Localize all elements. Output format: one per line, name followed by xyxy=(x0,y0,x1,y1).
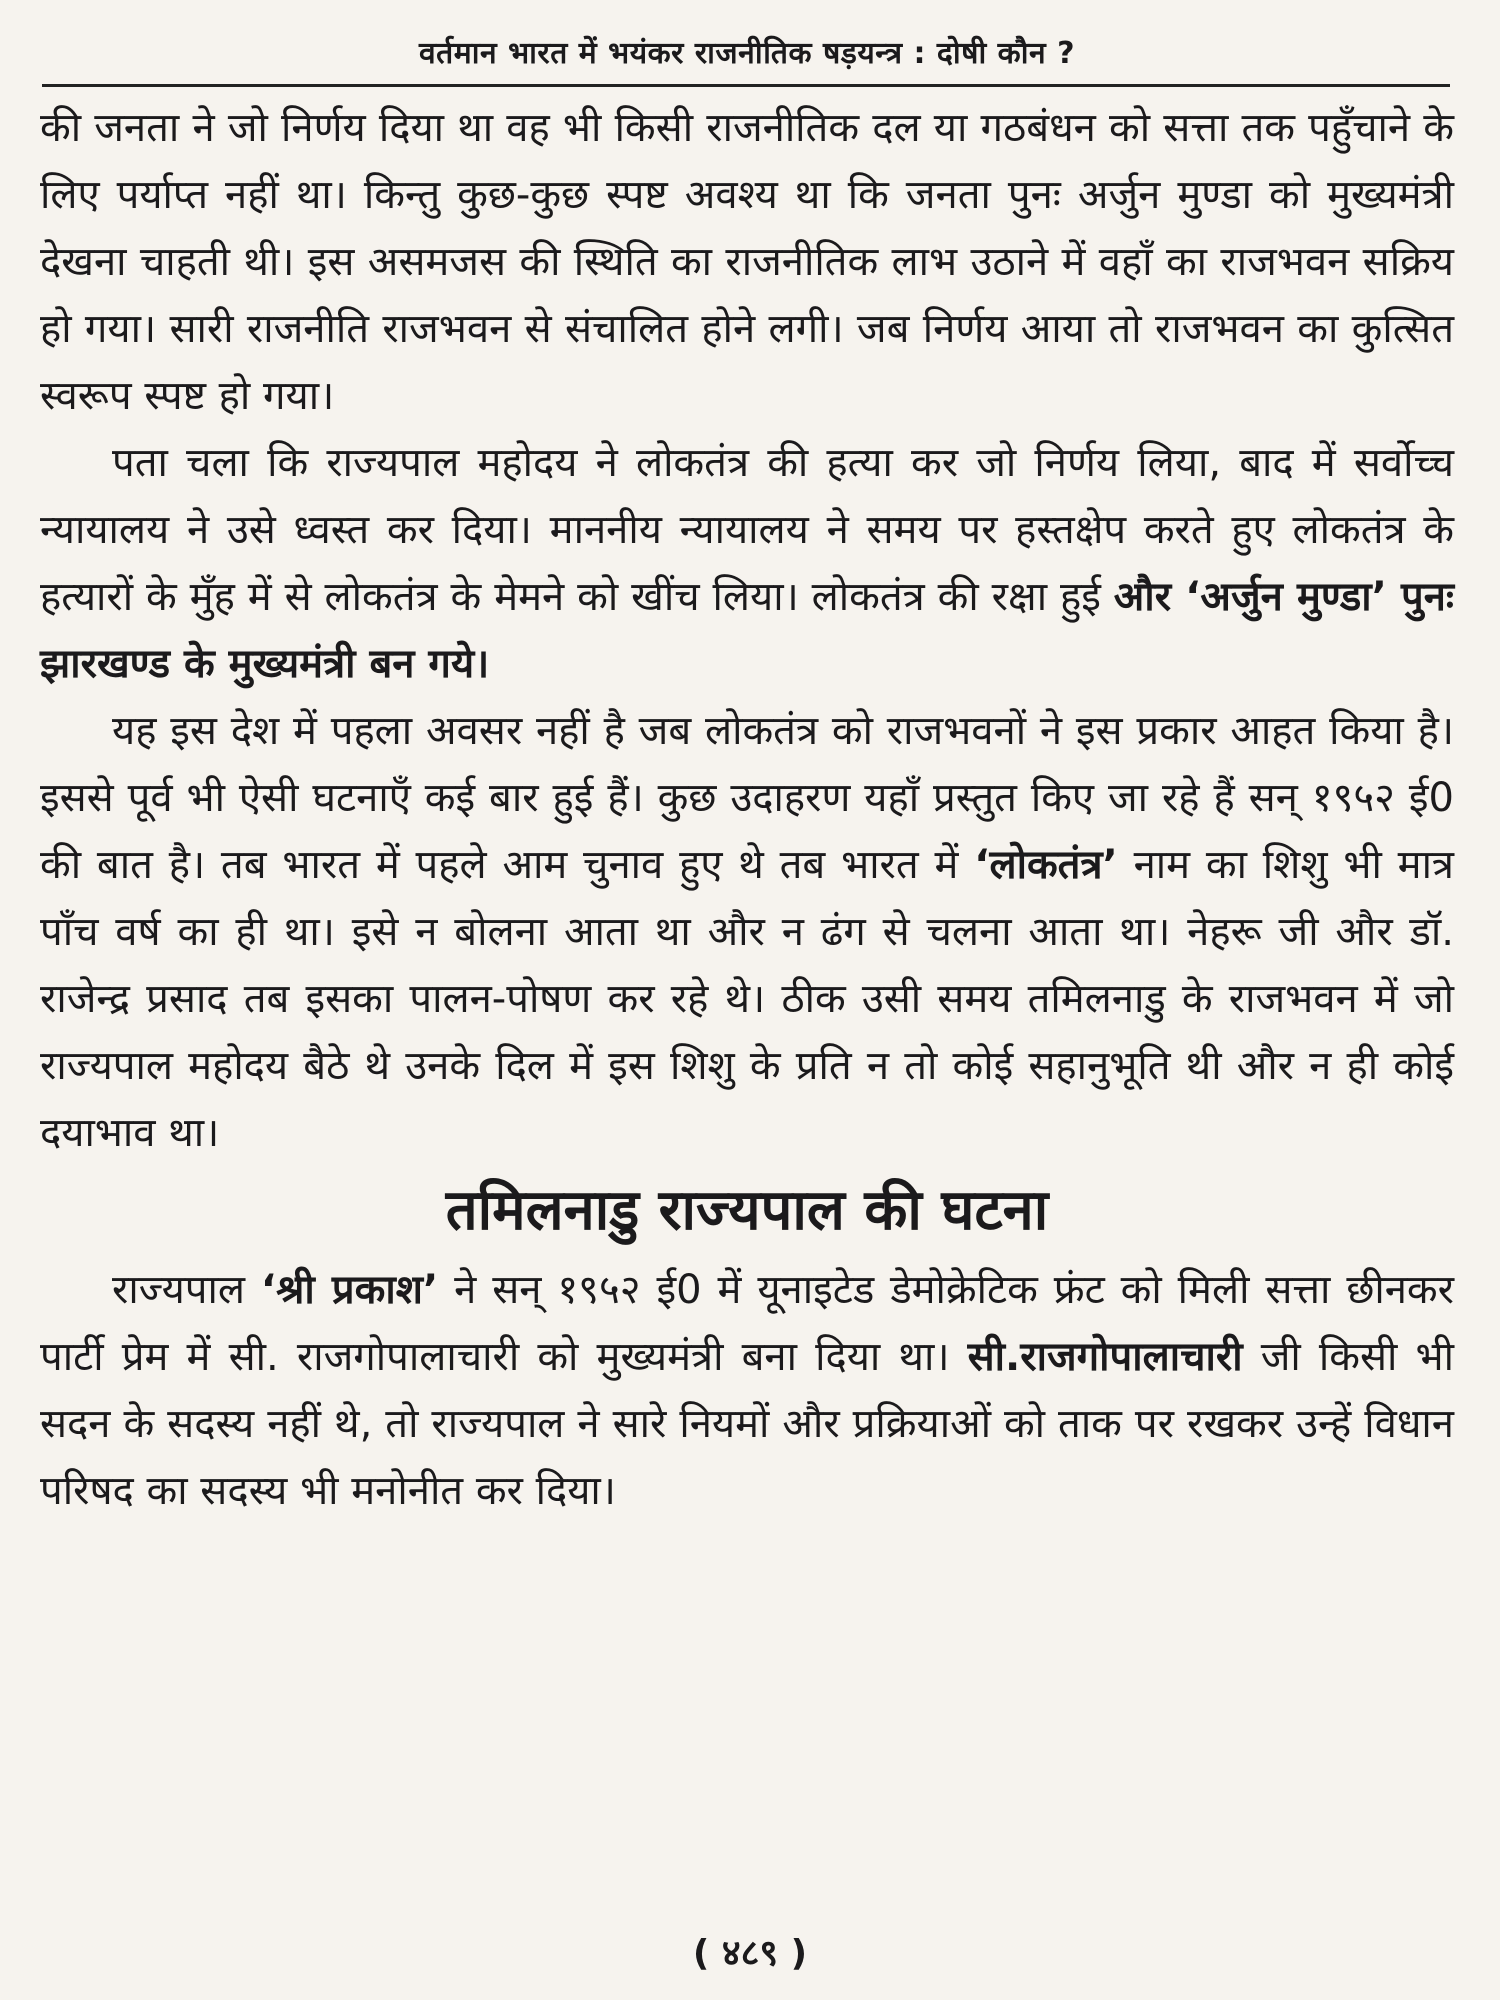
running-head: वर्तमान भारत में भयंकर राजनीतिक षड़यन्त्र : दोषी कौन ? xyxy=(418,36,1075,71)
bold-word-loktantra: ‘लोकतंत्र’ xyxy=(974,842,1118,888)
paragraph-continuation: की जनता ने जो निर्णय दिया था वह भी किसी राजनीतिक दल या गठबंधन को सत्ता तक पहुँचाने के लिए पर्याप्त नहीं था। किन्तु कुछ-कुछ स्पष्ट अवश्य था कि जनता पुनः अर्जुन मुण्डा को मुख्यमंत्री देखना चाहती थी। इस असमजस की स्थिति का राजनीतिक लाभ उठाने में वहाँ का राजभवन सक्रिय हो गया। सारी राजनीति राजभवन से संचालित होने लगी। जब निर्णय आया तो राजभवन का कुत्सित स्वरूप स्पष्ट हो गया। xyxy=(40,105,1454,419)
paragraph-text: पता चला कि राज्यपाल महोदय ने लोकतंत्र की हत्या कर जो निर्णय लिया, बाद में सर्वोच्च न्यायालय ने उसे ध्वस्त कर दिया। माननीय न्यायालय ने समय पर हस्तक्षेप करते हुए लोकतंत्र के हत्यारों के मुँह में से लोकतंत्र के मेमने को खींच लिया। लोकतंत्र की रक्षा हुई xyxy=(40,440,1454,620)
bold-name-rajagopalachari: सी.राजगोपालाचारी xyxy=(967,1334,1243,1380)
paragraph-shri-prakash xyxy=(40,1257,1454,1525)
paragraph-1952 xyxy=(40,698,1454,1167)
paragraph-text: जी किसी भी सदन के सदस्य नहीं थे, तो राज्यपाल ने सारे नियमों और प्रक्रियाओं को ताक पर रखकर उन्हें विधान परिषद का सदस्य भी मनोनीत कर दिया। xyxy=(40,1334,1454,1514)
paragraph-text: ने सन् १९५२ ई0 में यूनाइटेड डेमोक्रेटिक फ्रंट को मिली सत्ता छीनकर पार्टी प्रेम में सी. राजगोपालाचारी को मुख्यमंत्री बना दिया था। xyxy=(40,1267,1454,1380)
bold-phrase-arjun-munda: और ‘अर्जुन मुण्डा’ पुनः झारखण्ड के मुख्यमंत्री बन गये। xyxy=(40,574,1454,687)
section-heading: तमिलनाडु राज्यपाल की घटना xyxy=(445,1178,1049,1243)
paragraph-text: राज्यपाल xyxy=(112,1267,245,1313)
paragraph-text: नाम का शिशु भी मात्र पाँच वर्ष का ही था। इसे न बोलना आता था और न ढंग से चलना आता था। नेहरू जी और डॉ. राजेन्द्र प्रसाद तब इसका पालन-पोषण कर रहे थे। ठीक उसी समय तमिलनाडु के राजभवन में जो राज्यपाल महोदय बैठे थे उनके दिल में इस शिशु के प्रति न तो कोई सहानुभूति थी और न ही कोई दयाभाव था। xyxy=(40,842,1455,1156)
header-rule xyxy=(42,84,1450,87)
bold-name-shri-prakash: ‘श्री प्रकाश’ xyxy=(260,1267,439,1313)
paragraph-text: यह इस देश में पहला अवसर नहीं है जब लोकतंत्र को राजभवनों ने इस प्रकार आहत किया है। इससे पूर्व भी ऐसी घटनाएँ कई बार हुई हैं। कुछ उदाहरण यहाँ प्रस्तुत किए जा रहे हैं सन् १९५२ ई0 की बात है। तब भारत में पहले आम चुनाव हुए थे तब भारत में xyxy=(40,708,1454,888)
page-number: ( ४८९ ) xyxy=(692,1933,808,1974)
body-text xyxy=(40,95,1454,1525)
paragraph-arjun-munda xyxy=(40,430,1454,698)
